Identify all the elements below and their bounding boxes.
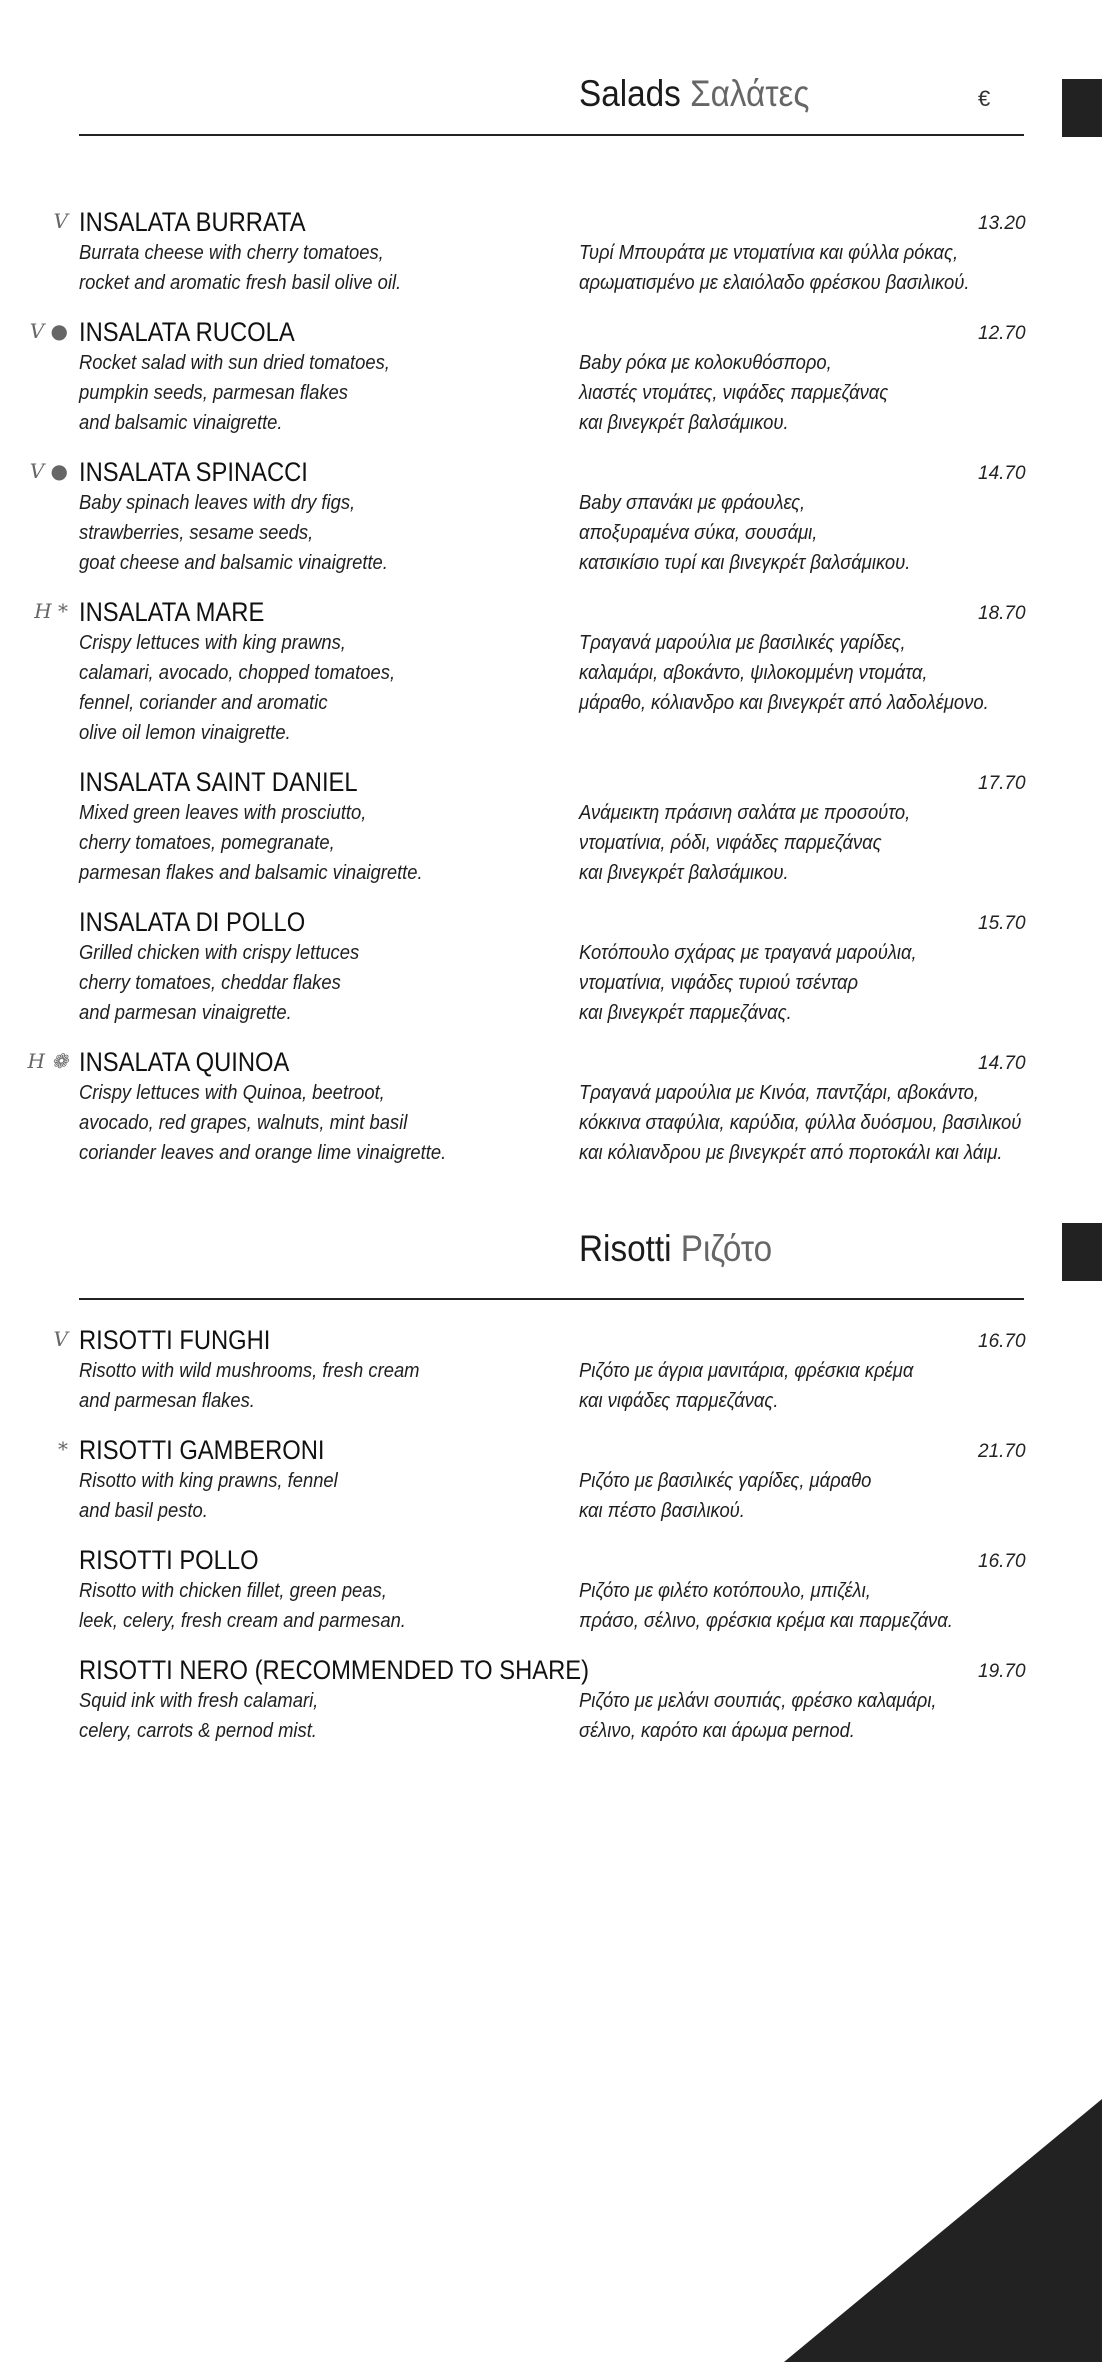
description-line: Ριζότο με φιλέτο κοτόπουλο, μπιζέλι,	[579, 1580, 871, 1602]
dietary-icons: V ●	[29, 319, 68, 343]
description-line: μάραθο, κόλιανδρο και βινεγκρέτ από λαδολέμονο.	[579, 692, 989, 714]
section-title-salads	[579, 72, 809, 116]
menu-item-name: INSALATA DI POLLO	[79, 907, 306, 937]
description-line: and parmesan vinaigrette.	[79, 1002, 292, 1024]
description-line: celery, carrots & pernod mist.	[79, 1720, 317, 1742]
section-divider	[79, 134, 1024, 136]
description-line: ντοματίνια, νιφάδες τυριού τσένταρ	[579, 972, 859, 994]
menu-item-description-en	[79, 798, 453, 888]
dietary-icons: *	[58, 1437, 68, 1461]
menu-item-description-en	[79, 1576, 434, 1636]
corner-decoration	[784, 2099, 1102, 2362]
menu-item-name: INSALATA MARE	[79, 597, 265, 627]
menu-item-description-gr	[579, 938, 946, 1028]
description-line: Κοτόπουλο σχάρας με τραγανά μαρούλια,	[579, 942, 917, 964]
menu-item-description-en	[79, 488, 415, 578]
section-title-gr: Ριζότο	[680, 1228, 773, 1269]
dietary-icons: H *	[34, 599, 68, 623]
menu-item-price: 14.70	[978, 463, 1026, 484]
menu-item-price: 18.70	[978, 603, 1026, 624]
section-title-en: Salads	[579, 73, 681, 114]
description-line: goat cheese and balsamic vinaigrette.	[79, 552, 388, 574]
menu-item-name: INSALATA SAINT DANIEL	[79, 767, 358, 797]
menu-item-description-en	[79, 1078, 478, 1168]
description-line: parmesan flakes and balsamic vinaigrette.	[79, 862, 423, 884]
menu-item-description-en	[79, 348, 417, 438]
description-line: olive oil lemon vinaigrette.	[79, 722, 291, 744]
description-line: λιαστές ντομάτες, νιφάδες παρμεζάνας	[579, 382, 889, 404]
description-line: Ριζότο με μελάνι σουπιάς, φρέσκο καλαμάρι,	[579, 1690, 937, 1712]
description-line: and balsamic vinaigrette.	[79, 412, 283, 434]
menu-item-price: 19.70	[978, 1661, 1026, 1682]
description-line: Ριζότο με άγρια μανιτάρια, φρέσκια κρέμα	[579, 1360, 914, 1382]
dietary-icons: H ❁	[27, 1049, 68, 1073]
side-tab-marker	[1062, 79, 1102, 137]
description-line: Rocket salad with sun dried tomatoes,	[79, 352, 390, 374]
description-line: Burrata cheese with cherry tomatoes,	[79, 242, 384, 264]
menu-item-description-en	[79, 938, 384, 1028]
menu-item-description-en	[79, 1356, 449, 1416]
menu-item-price: 16.70	[978, 1331, 1026, 1352]
menu-item-price: 12.70	[978, 323, 1026, 344]
description-line: Baby σπανάκι με φράουλες,	[579, 492, 806, 514]
menu-item-name: INSALATA QUINOA	[79, 1047, 290, 1077]
menu-item-price: 21.70	[978, 1441, 1026, 1462]
section-divider	[79, 1298, 1024, 1300]
dietary-icons: V	[53, 209, 68, 233]
description-line: αρωματισμένο με ελαιόλαδο φρέσκου βασιλικού.	[579, 272, 970, 294]
description-line: Risotto with king prawns, fennel	[79, 1470, 338, 1492]
description-line: πράσο, σέλινο, φρέσκια κρέμα και παρμεζάνα.	[579, 1610, 953, 1632]
description-line: και κόλιανδρου με βινεγκρέτ από πορτοκάλι και λάιμ.	[579, 1142, 1003, 1164]
description-line: κατσικίσιο τυρί και βινεγκρέτ βαλσάμικου.	[579, 552, 911, 574]
menu-item-description-gr	[579, 1356, 942, 1416]
description-line: Ανάμεικτη πράσινη σαλάτα με προσούτο,	[579, 802, 911, 824]
menu-item-name: INSALATA SPINACCI	[79, 457, 308, 487]
description-line: leek, celery, fresh cream and parmesan.	[79, 1610, 406, 1632]
description-line: Crispy lettuces with king prawns,	[79, 632, 346, 654]
menu-item-description-en	[79, 628, 423, 748]
description-line: strawberries, sesame seeds,	[79, 522, 314, 544]
currency-symbol: €	[978, 86, 991, 111]
description-line: και βινεγκρέτ παρμεζάνας.	[579, 1002, 792, 1024]
description-line: pumpkin seeds, parmesan flakes	[79, 382, 348, 404]
description-line: Ριζότο με βασιλικές γαρίδες, μάραθο	[579, 1470, 872, 1492]
description-line: calamari, avocado, chopped tomatoes,	[79, 662, 396, 684]
menu-item-description-gr	[579, 1466, 897, 1526]
section-title-gr: Σαλάτες	[690, 73, 810, 114]
description-line: Risotto with chicken fillet, green peas,	[79, 1580, 387, 1602]
menu-item-name: INSALATA BURRATA	[79, 207, 306, 237]
description-line: Τραγανά μαρούλια με βασιλικές γαρίδες,	[579, 632, 906, 654]
menu-item-description-gr	[579, 1686, 968, 1746]
description-line: και πέστο βασιλικού.	[579, 1500, 745, 1522]
description-line: cherry tomatoes, pomegranate,	[79, 832, 335, 854]
description-line: Τυρί Μπουράτα με ντοματίνια και φύλλα ρόκας,	[579, 242, 959, 264]
description-line: κόκκινα σταφύλια, καρύδια, φύλλα δυόσμου, βασιλικού	[579, 1112, 1022, 1134]
description-line: σέλινο, καρότο και άρωμα pernod.	[579, 1720, 855, 1742]
description-line: Τραγανά μαρούλια με Κινόα, παντζάρι, αβοκάντο,	[579, 1082, 979, 1104]
description-line: και βινεγκρέτ βαλσάμικου.	[579, 862, 789, 884]
menu-item-price: 13.20	[978, 213, 1026, 234]
description-line: avocado, red grapes, walnuts, mint basil	[79, 1112, 408, 1134]
menu-item-price: 14.70	[978, 1053, 1026, 1074]
menu-item-name: RISOTTI FUNGHI	[79, 1325, 271, 1355]
menu-item-description-gr	[579, 238, 1003, 298]
description-line: coriander leaves and orange lime vinaigrette.	[79, 1142, 447, 1164]
description-line: cherry tomatoes, cheddar flakes	[79, 972, 341, 994]
menu-item-description-gr	[579, 488, 939, 578]
section-title-risotti	[579, 1227, 772, 1271]
description-line: Baby ρόκα με κολοκυθόσπορο,	[579, 352, 832, 374]
dietary-icons: V	[53, 1327, 68, 1351]
menu-item-description-gr	[579, 628, 1024, 718]
menu-item-price: 17.70	[978, 773, 1026, 794]
menu-item-description-en	[79, 1466, 360, 1526]
description-line: και βινεγκρέτ βαλσάμικου.	[579, 412, 789, 434]
description-line: αποξυραμένα σύκα, σουσάμι,	[579, 522, 818, 544]
description-line: ντοματίνια, ρόδι, νιφάδες παρμεζάνας	[579, 832, 882, 854]
menu-item-description-en	[79, 1686, 339, 1746]
description-line: rocket and aromatic fresh basil olive oil.	[79, 272, 402, 294]
description-line: fennel, coriander and aromatic	[79, 692, 328, 714]
menu-item-price: 15.70	[978, 913, 1026, 934]
description-line: and basil pesto.	[79, 1500, 208, 1522]
menu-item-description-gr	[579, 1078, 1060, 1168]
description-line: and parmesan flakes.	[79, 1390, 255, 1412]
description-line: Grilled chicken with crispy lettuces	[79, 942, 360, 964]
menu-item-name: RISOTTI NERO (RECOMMENDED TO SHARE)	[79, 1655, 590, 1685]
menu-item-description-gr	[579, 1576, 985, 1636]
description-line: και νιφάδες παρμεζάνας.	[579, 1390, 779, 1412]
menu-item-description-gr	[579, 798, 939, 888]
menu-item-name: RISOTTI POLLO	[79, 1545, 259, 1575]
dietary-icons: V ●	[29, 459, 68, 483]
description-line: Crispy lettuces with Quinoa, beetroot,	[79, 1082, 385, 1104]
menu-item-price: 16.70	[978, 1551, 1026, 1572]
description-line: Squid ink with fresh calamari,	[79, 1690, 319, 1712]
description-line: Baby spinach leaves with dry figs,	[79, 492, 356, 514]
menu-item-description-gr	[579, 348, 915, 438]
description-line: καλαμάρι, αβοκάντο, ψιλοκομμένη ντομάτα,	[579, 662, 928, 684]
side-tab-marker	[1062, 1223, 1102, 1281]
description-line: Risotto with wild mushrooms, fresh cream	[79, 1360, 420, 1382]
menu-item-name: INSALATA RUCOLA	[79, 317, 295, 347]
menu-item-name: RISOTTI GAMBERONI	[79, 1435, 325, 1465]
menu-item-description-en	[79, 238, 429, 298]
description-line: Mixed green leaves with prosciutto,	[79, 802, 367, 824]
section-title-en: Risotti	[579, 1228, 672, 1269]
